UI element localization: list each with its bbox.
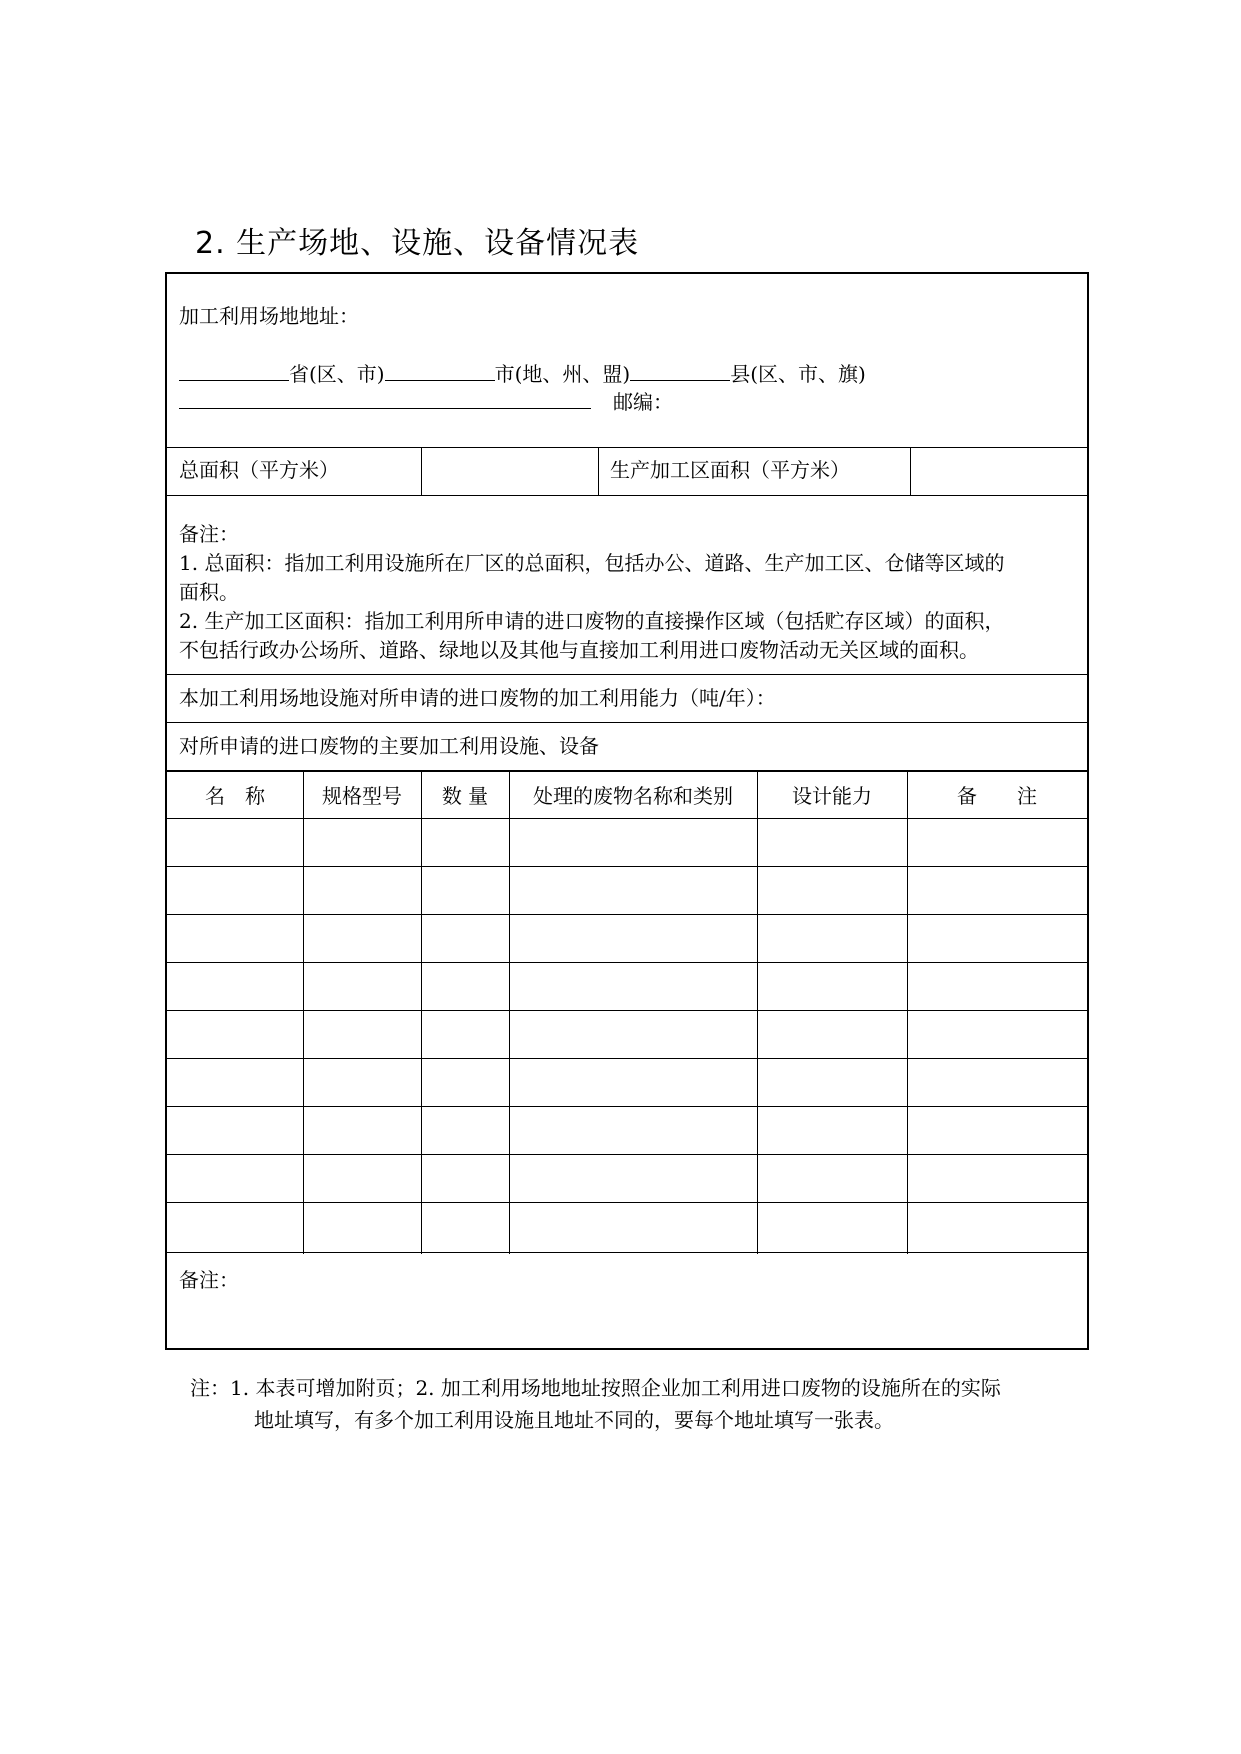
city-field[interactable] [385,358,495,381]
divider [167,722,1087,723]
table-row[interactable] [167,1106,1087,1107]
production-area-field[interactable] [911,448,1087,494]
notes-line: 面积。 [179,580,239,604]
table-row[interactable] [167,1154,1087,1155]
postcode-label: 邮编： [613,390,673,414]
area-notes [179,520,1079,665]
footer-line: 注：1. 本表可增加附页；2. 加工利用场地地址按照企业加工利用进口废物的设施所在的实际 [190,1376,1001,1400]
address-line-region [179,358,866,388]
footer-line: 地址填写，有多个加工利用设施且地址不同的，要每个地址填写一张表。 [254,1408,894,1432]
address-line-street [179,386,673,416]
col-header-remarks: 备 注 [957,784,1037,808]
notes-line: 2. 生产加工区面积：指加工利用所申请的进口废物的直接操作区域（包括贮存区域）的面积， [179,609,1005,633]
table-row[interactable] [167,866,1087,867]
total-area-label: 总面积（平方米） [179,458,339,482]
facility-form [165,272,1089,1350]
page-title: 2. 生产场地、设施、设备情况表 [195,226,640,261]
capacity-label: 本加工利用场地设施对所申请的进口废物的加工利用能力（吨/年）： [179,686,776,710]
production-area-label: 生产加工区面积（平方米） [610,458,850,482]
street-address-field[interactable] [179,386,591,409]
remarks-label: 备注： [179,1268,239,1292]
county-field[interactable] [630,358,730,381]
address-label: 加工利用场地地址： [179,304,359,328]
table-row[interactable] [167,818,1087,819]
divider [167,495,1087,496]
county-suffix: 县(区、市、旗) [730,362,866,386]
notes-line: 不包括行政办公场所、道路、绿地以及其他与直接加工利用进口废物活动无关区域的面积。 [179,638,979,662]
notes-line: 1. 总面积：指加工利用设施所在厂区的总面积，包括办公、道路、生产加工区、仓储等区域的 [179,551,1005,575]
col-header-capacity: 设计能力 [792,784,872,808]
remarks-field[interactable] [167,1294,1087,1348]
province-suffix: 省(区、市) [289,362,385,386]
table-row[interactable] [167,1058,1087,1059]
table-row[interactable] [167,1202,1087,1203]
col-header-quantity: 数 量 [441,784,489,808]
table-row[interactable] [167,1010,1087,1011]
equipment-label: 对所申请的进口废物的主要加工利用设施、设备 [179,734,599,758]
col-header-model: 规格型号 [322,784,402,808]
province-field[interactable] [179,358,289,381]
table-row[interactable] [167,914,1087,915]
table-row[interactable] [167,962,1087,963]
notes-heading: 备注： [179,522,239,546]
col-header-waste-type: 处理的废物名称和类别 [533,784,733,808]
divider [167,674,1087,675]
city-suffix: 市(地、州、盟) [494,362,631,386]
col-header-name: 名 称 [205,784,265,808]
total-area-field[interactable] [422,448,598,494]
footer-note [190,1372,1001,1436]
table-bottom-border [167,1252,1087,1253]
